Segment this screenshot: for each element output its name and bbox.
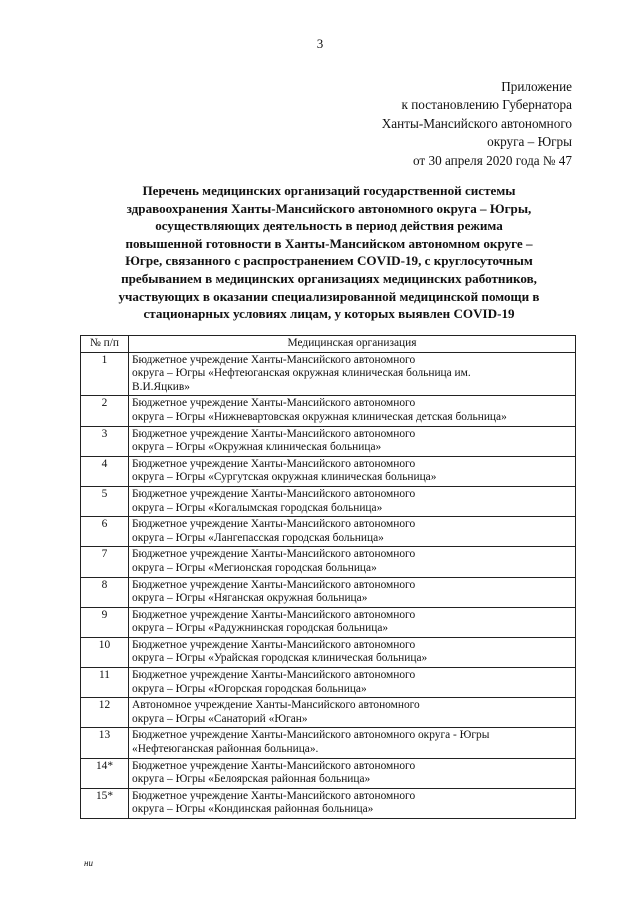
organization-name (129, 547, 576, 577)
title-line: здравоохранения Ханты-Мансийского автономного округа – Югры, (126, 200, 532, 216)
table-row (81, 637, 576, 667)
row-number: 9 (81, 607, 129, 637)
organization-name (129, 396, 576, 426)
organization-name-line: Автономное учреждение Ханты-Мансийского автономного (132, 699, 420, 712)
organization-name-line: округа – Югры «Белоярская районная больница» (132, 773, 371, 786)
table-row (81, 577, 576, 607)
organization-name (129, 352, 576, 396)
organization-name-line: Бюджетное учреждение Ханты-Мансийского автономного (132, 487, 416, 500)
organization-name-line: Бюджетное учреждение Ханты-Мансийского автономного (132, 608, 416, 621)
organization-name (129, 426, 576, 456)
row-number: 12 (81, 698, 129, 728)
organization-name-line: округа – Югры «Кондинская районная больница» (132, 803, 374, 816)
organization-name (129, 668, 576, 698)
table-row (81, 426, 576, 456)
organization-name-line: округа – Югры «Нижневартовская окружная клиническая детская больница» (132, 410, 507, 423)
row-number: 2 (81, 396, 129, 426)
organization-name (129, 486, 576, 516)
title-line: Югре, связанного с распространением COVID-19, с круглосуточным (125, 253, 533, 269)
appendix-line: Приложение (501, 79, 572, 94)
organization-name-line: Бюджетное учреждение Ханты-Мансийского автономного (132, 578, 416, 591)
row-number: 4 (81, 456, 129, 486)
table-row (81, 547, 576, 577)
table-header-row (81, 336, 576, 353)
organization-name-line: Бюджетное учреждение Ханты-Мансийского автономного (132, 397, 416, 410)
organization-name-line: округа – Югры «Радужнинская городская больница» (132, 622, 389, 635)
organization-name-line: округа – Югры «Сургутская окружная клиническая больница» (132, 471, 437, 484)
organization-name-line: Бюджетное учреждение Ханты-Мансийского автономного (132, 457, 416, 470)
table-row (81, 788, 576, 818)
organization-name-line: Бюджетное учреждение Ханты-Мансийского автономного (132, 518, 416, 531)
organization-name-line: округа – Югры «Югорская городская больница» (132, 682, 367, 695)
organization-name (129, 577, 576, 607)
organization-name (129, 607, 576, 637)
title-line: повышенной готовности в Ханты-Мансийском автономном округе – (125, 235, 533, 251)
document-title (78, 182, 580, 323)
organization-name (129, 698, 576, 728)
row-number: 14* (81, 758, 129, 788)
table-row (81, 728, 576, 758)
organization-name-line: округа – Югры «Лангепасская городская больница» (132, 531, 384, 544)
table-row (81, 668, 576, 698)
header-organization: Медицинская организация (129, 336, 576, 353)
footer-mark: ни (84, 858, 93, 868)
organization-name-line: округа – Югры «Нефтеюганская окружная клиническая больница им. (132, 367, 471, 380)
organization-name (129, 758, 576, 788)
row-number: 13 (81, 728, 129, 758)
organization-name-line: В.И.Яцкив» (132, 380, 190, 393)
title-line: участвующих в оказании специализированной медицинской помощи в (118, 288, 540, 304)
title-line: стационарных условиях лицам, у которых выявлен COVID-19 (143, 306, 515, 322)
organizations-table (80, 335, 576, 819)
organization-name-line: округа – Югры «Няганская окружная больница» (132, 592, 368, 605)
page-number: 3 (316, 36, 324, 51)
appendix-line: округа – Югры (487, 134, 572, 150)
row-number: 5 (81, 486, 129, 516)
organization-name-line: Бюджетное учреждение Ханты-Мансийского автономного (132, 548, 416, 561)
organization-name (129, 788, 576, 818)
row-number: 10 (81, 637, 129, 667)
table-row (81, 758, 576, 788)
organization-name-line: округа – Югры «Мегионская городская больница» (132, 561, 377, 574)
organization-name-line: Бюджетное учреждение Ханты-Мансийского автономного (132, 353, 416, 366)
organization-name-line: Бюджетное учреждение Ханты-Мансийского автономного округа - Югры (132, 729, 490, 742)
table-row (81, 517, 576, 547)
table-body (81, 352, 576, 818)
organization-name-line: «Нефтеюганская районная больница». (132, 743, 319, 756)
table-row (81, 352, 576, 396)
appendix-block (382, 78, 572, 170)
table-row (81, 698, 576, 728)
organization-name-line: Бюджетное учреждение Ханты-Мансийского автономного (132, 669, 416, 682)
organization-name-line: Бюджетное учреждение Ханты-Мансийского автономного (132, 789, 416, 802)
row-number: 11 (81, 668, 129, 698)
row-number: 1 (81, 352, 129, 396)
table-row (81, 396, 576, 426)
row-number: 15* (81, 788, 129, 818)
row-number: 7 (81, 547, 129, 577)
appendix-line: к постановлению Губернатора (401, 97, 572, 113)
title-line: пребыванием в медицинских организациях медицинских работников, (121, 270, 537, 286)
table-row (81, 607, 576, 637)
header-number: № п/п (81, 336, 129, 353)
appendix-line: Ханты-Мансийского автономного (381, 115, 572, 131)
organization-name (129, 728, 576, 758)
table-row (81, 456, 576, 486)
appendix-line: от 30 апреля 2020 года № 47 (413, 152, 572, 168)
organization-name (129, 517, 576, 547)
organization-name-line: Бюджетное учреждение Ханты-Мансийского автономного (132, 427, 416, 440)
title-line: осуществляющих деятельность в период действия режима (155, 218, 503, 234)
organization-name-line: округа – Югры «Окружная клиническая больница» (132, 441, 382, 454)
organization-name-line: Бюджетное учреждение Ханты-Мансийского автономного (132, 759, 416, 772)
organization-name-line: округа – Югры «Санаторий «Юган» (132, 712, 308, 725)
organization-name (129, 637, 576, 667)
title-line: Перечень медицинских организаций государственной системы (142, 183, 516, 198)
organization-name (129, 456, 576, 486)
organization-name-line: Бюджетное учреждение Ханты-Мансийского автономного (132, 638, 416, 651)
organization-name-line: округа – Югры «Когалымская городская больница» (132, 501, 383, 514)
row-number: 3 (81, 426, 129, 456)
row-number: 8 (81, 577, 129, 607)
row-number: 6 (81, 517, 129, 547)
table-row (81, 486, 576, 516)
organization-name-line: округа – Югры «Урайская городская клиническая больница» (132, 652, 428, 665)
